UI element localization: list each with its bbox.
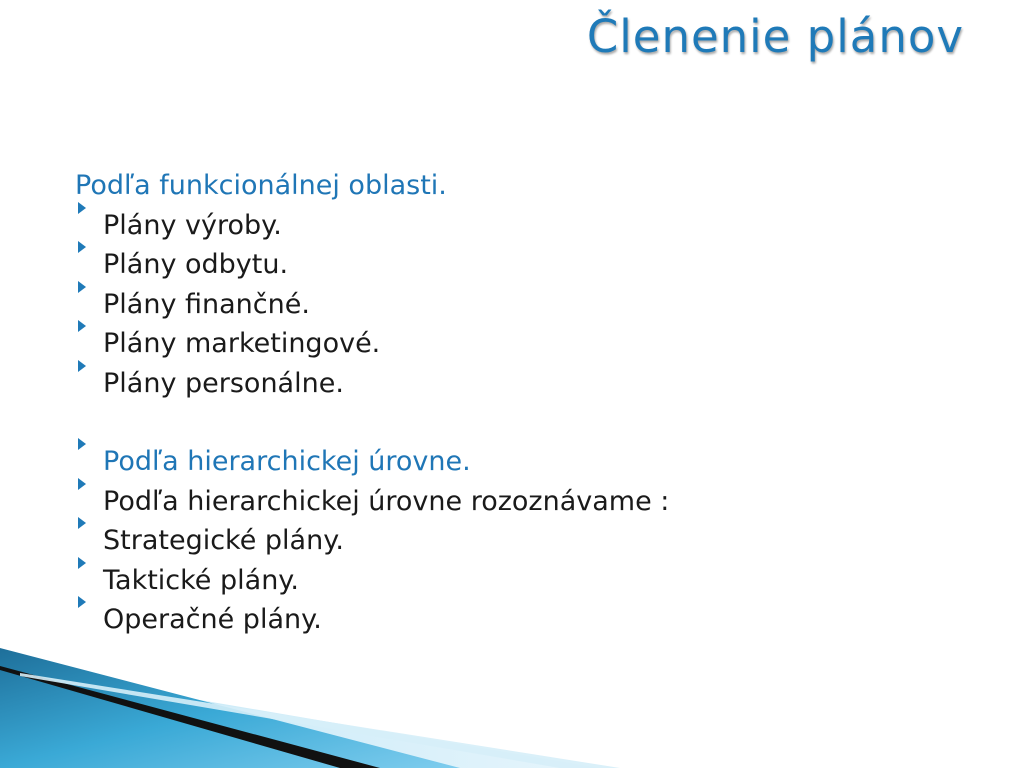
list-item-text: Plány marketingové. xyxy=(103,328,381,359)
section-heading-hierarchical xyxy=(75,442,975,482)
list-item xyxy=(75,521,975,561)
decorative-swoosh xyxy=(0,648,1024,768)
slide-body xyxy=(75,166,975,640)
bullet-icon xyxy=(75,490,103,510)
list-item-text: Plány personálne. xyxy=(103,367,344,399)
list-item-text: Strategické plány. xyxy=(103,525,344,556)
section-heading-text: Podľa hierarchickej úrovne. xyxy=(103,446,471,477)
section-heading-functional xyxy=(75,166,975,206)
slide-title: Členenie plánov xyxy=(586,10,964,63)
list-item-text: Plány odbytu. xyxy=(103,249,289,280)
list-item-text: Plány výroby. xyxy=(103,209,282,241)
list-item-text: Taktické plány. xyxy=(103,564,300,596)
bullet-icon xyxy=(75,608,103,628)
bullet-icon xyxy=(75,253,103,273)
bullet-icon xyxy=(75,214,103,234)
bullet-icon xyxy=(75,293,103,313)
bullet-icon xyxy=(75,332,103,352)
list-item xyxy=(75,245,975,285)
spacer xyxy=(75,403,975,442)
section-heading-text: Podľa funkcionálnej oblasti. xyxy=(75,170,447,201)
list-item xyxy=(75,364,975,404)
bullet-icon xyxy=(75,529,103,549)
bullet-icon xyxy=(75,450,103,470)
list-item xyxy=(75,206,975,246)
list-item xyxy=(75,561,975,601)
list-item-text: Podľa hierarchickej úrovne rozoznávame : xyxy=(103,485,670,517)
bullet-icon xyxy=(75,372,103,392)
list-item xyxy=(75,482,975,522)
list-item-text: Plány finančné. xyxy=(103,288,310,320)
list-item xyxy=(75,600,975,640)
bullet-icon xyxy=(75,569,103,589)
list-item-text: Operačné plány. xyxy=(103,604,322,635)
list-item xyxy=(75,285,975,325)
list-item xyxy=(75,324,975,364)
